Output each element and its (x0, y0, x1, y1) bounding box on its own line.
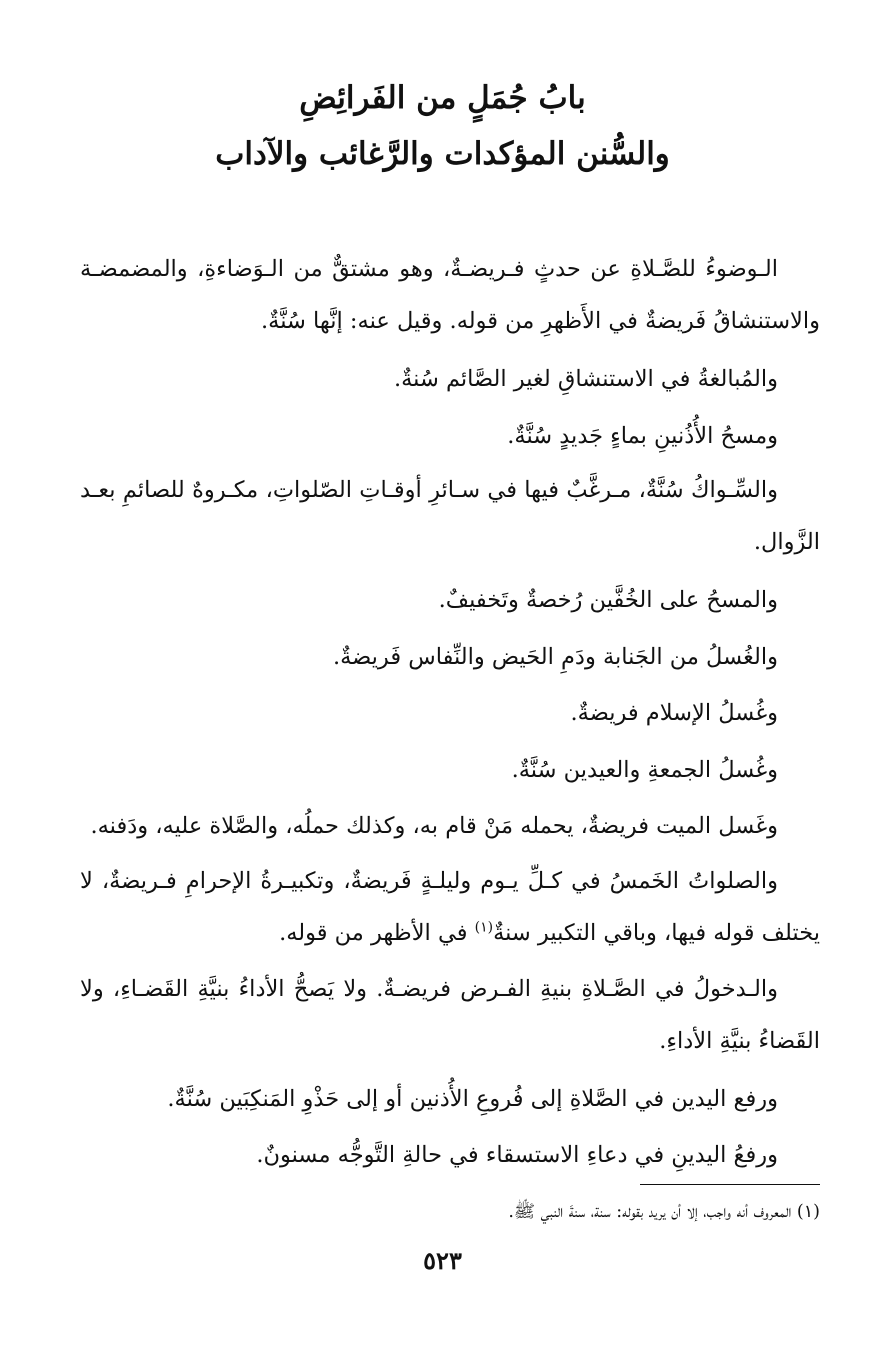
body-text (80, 243, 820, 1184)
paragraph-ghusl-islam: وغُسلُ الإسلام فريضةٌ. (570, 700, 778, 726)
chapter-subtitle: والسُّنن المؤكدات والرَّغائب والآداب (215, 136, 670, 172)
paragraph-wudu: الـوضوءُ للصَّـلاةِ عن حدثٍ فـريضـةٌ، وهو مشتقٌّ من الـوَضاءةِ، والمضمضـة والاستنشاقُ فَريضةٌ في الأَظهرِ من قوله. وقيل عنه: إنَّها سُنَّةٌ. (80, 256, 820, 334)
paragraph-salawat-tail: في الأظهر من قوله. (279, 919, 475, 946)
paragraph-ears: ومسحُ الأُذُنينِ بماءٍ جَديدٍ سُنَّةٌ. (507, 422, 778, 449)
chapter-title: بابُ جُمَلٍ من الفَرائِضِ (299, 80, 586, 116)
footnote-divider (640, 1184, 820, 1185)
paragraph-salawat (80, 855, 820, 959)
paragraph-istisqa: ورفعُ اليدينِ في دعاءِ الاستسقاء في حالةِ التَّوجُّه مسنونٌ. (256, 1142, 778, 1168)
paragraph-niyya: والـدخولُ في الصَّـلاةِ بنيةِ الفـرض فريضـةٌ. ولا يَصحُّ الأداءُ بنيَّةِ القَضـاءِ، ولا القَضاءُ بنيَّةِ الأداءِ. (80, 975, 820, 1054)
paragraph-siwak: والسِّـواكُ سُنَّةٌ، مـرغَّبٌ فيها في سـائرِ أوقـاتِ الصّلواتِ، مكـروهٌ للصائمِ بعـد الزَّوال. (80, 477, 820, 555)
paragraph-ghusl-mayyit: وغَسل الميت فريضةٌ، يحمله مَنْ قام به، وكذلك حملُه، والصَّلاة عليه، ودَفنه. (90, 813, 778, 839)
paragraph-salawat-text: والصلواتُ الخَمسُ في كـلِّ يـوم وليلـةٍ فَريضةٌ، وتكبيـرةُ الإحرامِ فـريضةٌ، لا يختلف قوله فيها، وباقي التكبير سنةٌ (80, 867, 820, 946)
paragraph-raf-yadain: ورفع اليدين في الصَّلاةِ إلى فُروعِ الأُذنين أو إلى حَذْوِ المَنكِبَين سُنَّةٌ. (167, 1085, 778, 1112)
paragraph-khuffain: والمسحُ على الخُفَّين رُخصةٌ وتَخفيفٌ. (438, 587, 778, 613)
paragraph-ghusl-janaba: والغُسلُ من الجَنابة ودَمِ الحَيض والنِّفاس فَريضةٌ. (332, 643, 778, 670)
paragraph-istinshaq: والمُبالغةُ في الاستنشاقِ لغير الصَّائم سُنةٌ. (393, 366, 778, 392)
page-number: ٥٢٣ (423, 1246, 462, 1275)
paragraph-ghusl-jumua: وغُسلُ الجمعةِ والعيدين سُنَّةٌ. (511, 756, 778, 783)
footnote-marker[interactable]: (١) (474, 919, 494, 935)
footnote: (١) المعروف أنه واجب، إلا أن يريد بقوله: سنة، سنةَ النبي ﷺ. (508, 1202, 820, 1222)
